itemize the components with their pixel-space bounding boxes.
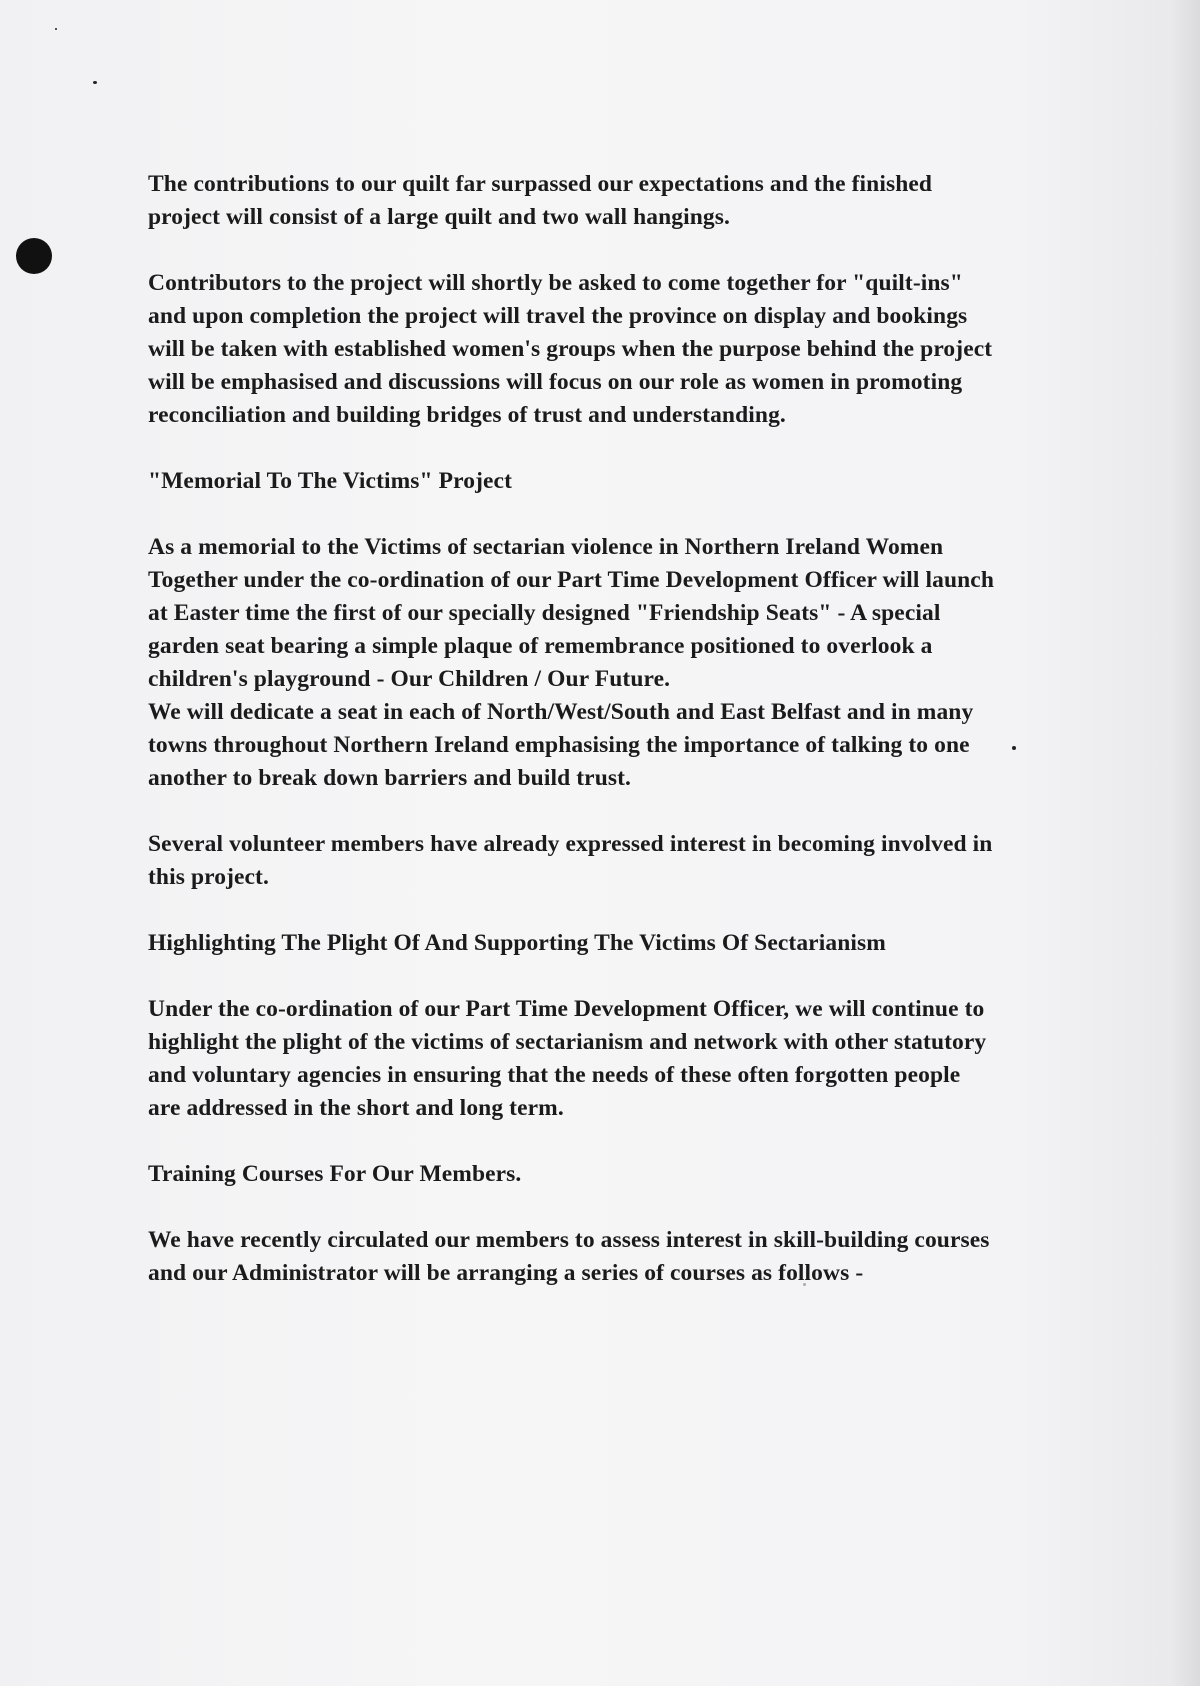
paragraph-volunteers: Several volunteer members have already expressed interest in becoming involved in this project. xyxy=(148,831,993,890)
heading-victims-support: Highlighting The Plight Of And Supporting The Victims Of Sectarianism xyxy=(148,930,886,956)
paragraph-quilt-ins: Contributors to the project will shortly be asked to come together for "quilt-ins" and upon completion the project will travel the province on display and bookings will be taken with established women's groups when the purpose behind the project will be emphasised and discussions will focus on our role as women in promoting reconciliation and building bridges of trust and understanding. xyxy=(148,270,993,428)
paragraph-quilt-contributions: The contributions to our quilt far surpassed our expectations and the finished project will consist of a large quilt and two wall hangings. xyxy=(148,171,933,230)
document-body xyxy=(148,168,998,1323)
paragraph-courses: We have recently circulated our members to assess interest in skill-building courses and our Administrator will be arranging a series of courses as follows - xyxy=(148,1227,990,1286)
heading-memorial-project: "Memorial To The Victims" Project xyxy=(148,468,512,494)
scan-speck xyxy=(93,81,97,84)
heading-training-courses: Training Courses For Our Members. xyxy=(148,1161,522,1187)
paragraph-friendship-seats: As a memorial to the Victims of sectarian violence in Northern Ireland Women Together under the co-ordination of our Part Time Development Officer will launch at Easter time the first of our specially designed "Friendship Seats" - A special garden seat bearing a simple plaque of remembrance positioned to overlook a children's playground - Our Children / Our Future. xyxy=(148,534,995,692)
punch-hole xyxy=(16,238,52,274)
scan-speck xyxy=(55,28,57,30)
scan-speck xyxy=(1012,746,1016,750)
paragraph-victims-network: Under the co-ordination of our Part Time Development Officer, we will continue to highlight the plight of the victims of sectarianism and network with other statutory and voluntary agencies in ensuring that the needs of these often forgotten people are addressed in the short and long term. xyxy=(148,996,987,1121)
paragraph-dedicate-seats: We will dedicate a seat in each of North/West/South and East Belfast and in many towns throughout Northern Ireland emphasising the importance of talking to one another to break down barriers and build trust. xyxy=(148,699,974,791)
